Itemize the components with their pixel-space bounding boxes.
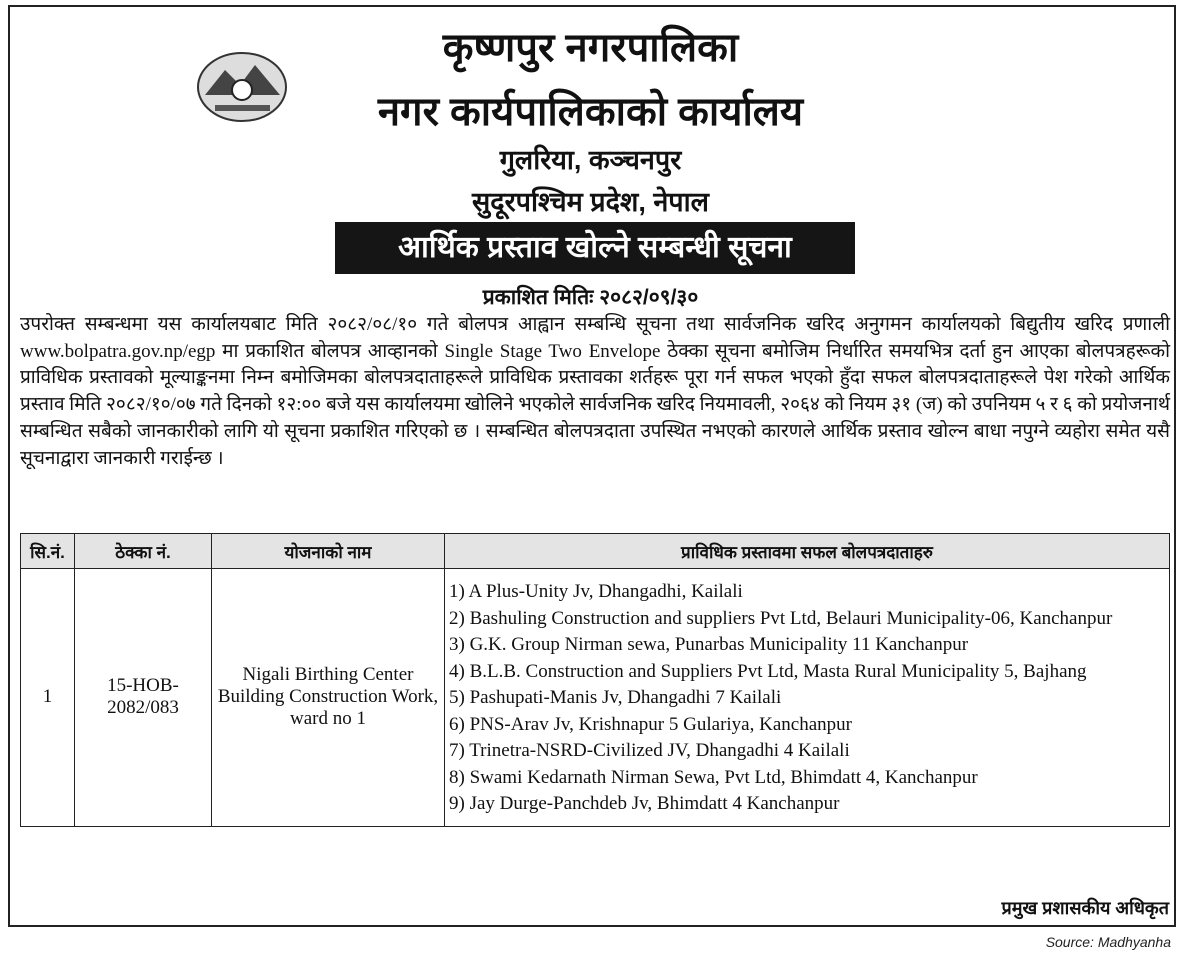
project-cell: Nigali Birthing Center Building Construction Work, ward no 1 [212,569,445,827]
bidder-item: 2) Bashuling Construction and suppliers Pvt Ltd, Belauri Municipality-06, Kanchanpur [449,607,1113,629]
col-contract: ठेक्का नं. [75,534,212,569]
bidder-item: 5) Pashupati-Manis Jv, Dhangadhi 7 Kailali [449,687,782,708]
table-row [21,569,1170,827]
notice-body: उपरोक्त सम्बन्धमा यस कार्यालयबाट मिति २०८२/०८/१० गते बोलपत्र आह्वान सम्बन्धि सूचना तथा सार्वजनिक खरिद अनुगमन कार्यालयको बिद्युतीय खरिद प्रणाली www.bolpatra.gov.np/egp मा प्रकाशित बोलपत्र आव्हानको Single Stage Two Envelope ठेक्का सूचना बमोजिम निर्धारित समयभित्र दर्ता हुन आएका बोलपत्रहरूको प्राविधिक प्रस्तावको मूल्याङ्कनमा निम्न बमोजिमका बोलपत्रदाताहरूले प्राविधिक प्रस्तावका शर्तहरू पूरा गर्न सफल भएको हुँदा सफल बोलपत्रदाताहरूले पेश गरेको आर्थिक प्रस्ताव मिति २०८२/१०/०७ गते दिनको १२:०० बजे यस कार्यालयमा खोलिने भएकोले सार्वजनिक खरिद नियमावली, २०६४ को नियम ३१ (ज) को उपनियम ५ र ६ को प्रयोजनार्थ सम्बन्धित सबैको जानकारीको लागि यो सूचना प्रकाशित गरिएको छ । सम्बन्धित बोलपत्रदाता उपस्थित नभएको कारणले आर्थिक प्रस्ताव खोल्न बाधा नपुग्ने व्यहोरा समेत यसै सूचनाद्वारा जानकारी गराईन्छ । [20,314,1170,469]
signatory-title: प्रमुख प्रशासकीय अधिकृत [1001,898,1169,918]
bidder-item: 7) Trinetra-NSRD-Civilized JV, Dhangadhi 4 Kailali [449,740,850,761]
col-sn: सि.नं. [21,534,75,569]
bidder-item: 9) Jay Durge-Panchdeb Jv, Bhimdatt 4 Kanchanpur [449,793,840,814]
sn-cell: 1 [21,569,75,827]
contract-no-cell: 15-HOB-2082/083 [75,569,212,827]
bidder-item: 1) A Plus-Unity Jv, Dhangadhi, Kailali [449,581,743,602]
province: सुदूरपश्चिम प्रदेश, नेपाल [472,187,709,217]
source-caption: Source: Madhyanha [1045,934,1171,950]
table-header-row [21,534,1170,569]
bidder-item: 3) G.K. Group Nirman sewa, Punarbas Municipality 11 Kanchanpur [449,634,969,655]
bidders-table [20,533,1170,827]
published-date: प्रकाशित मितिः २०८२/०९/३० [482,286,699,309]
address: गुलरिया, कञ्चनपुर [499,145,682,175]
bidder-item: 4) B.L.B. Construction and Suppliers Pvt Ltd, Masta Rural Municipality 5, Bajhang [449,660,1087,682]
bidder-item: 8) Swami Kedarnath Nirman Sewa, Pvt Ltd, Bhimdatt 4, Kanchanpur [449,766,978,788]
org-name: कृष्णपुर नगरपालिका [442,26,739,70]
bidders-cell [445,569,1170,827]
col-bidders: प्राविधिक प्रस्तावमा सफल बोलपत्रदाताहरु [445,534,1170,569]
office-name: नगर कार्यपालिकाको कार्यालय [377,90,804,134]
col-project: योजनाको नाम [212,534,445,569]
bidder-item: 6) PNS-Arav Jv, Krishnapur 5 Gulariya, Kanchanpur [449,713,852,735]
notice-title: आर्थिक प्रस्ताव खोल्ने सम्बन्धी सूचना [335,222,855,274]
